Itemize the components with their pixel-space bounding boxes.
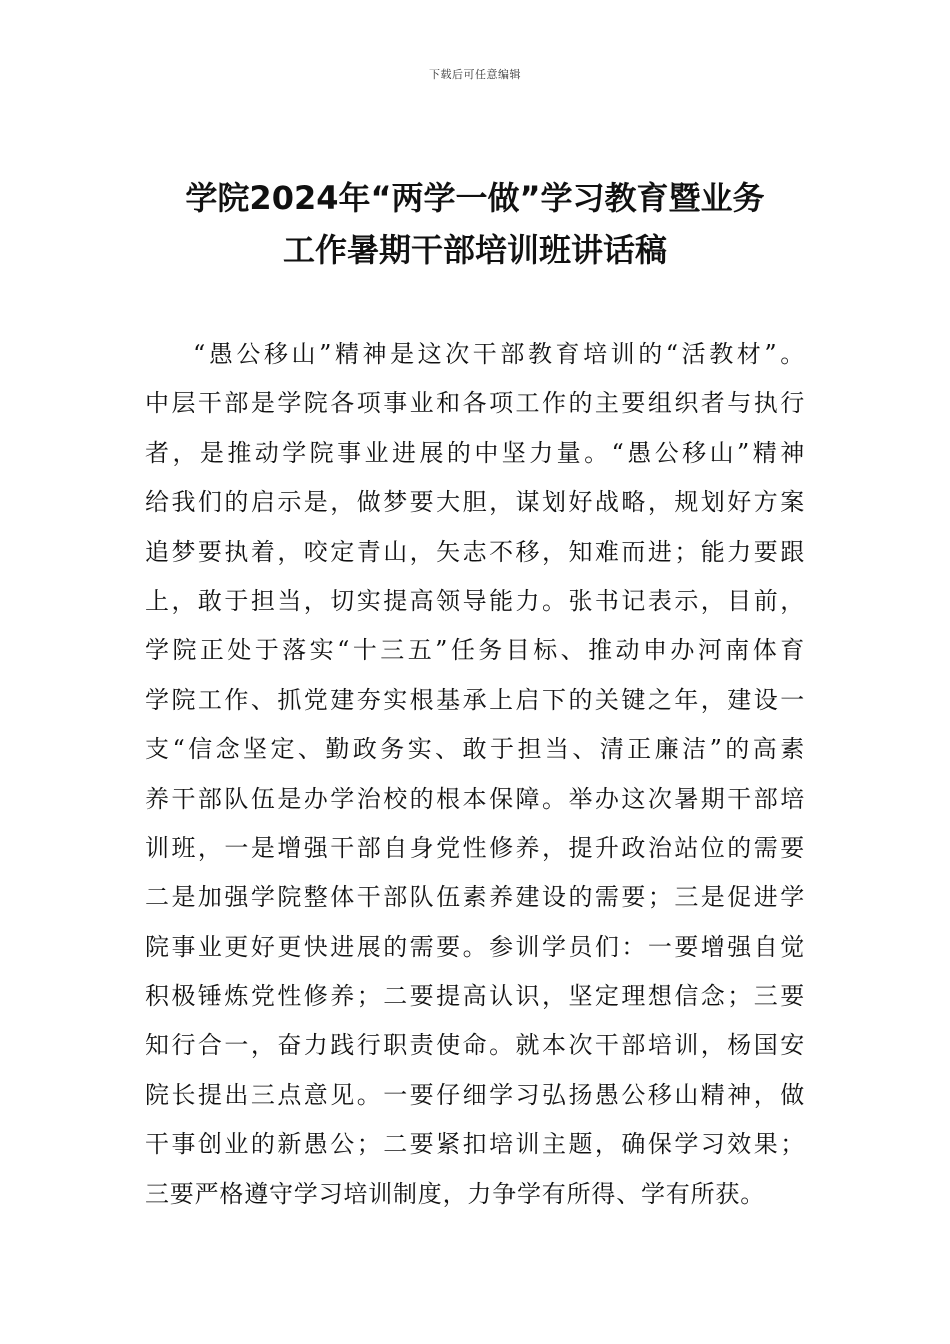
paragraph-line: “愚公移山”精神是这次干部教育培训的“活教材”。 [193,340,805,368]
title-line: 工作暑期干部培训班讲话稿 [282,231,667,269]
paragraph-line: 给我们的启示是，做梦要大胆，谋划好战略，规划好方案 [145,488,805,517]
paragraph-line: 支“信念坚定、勤政务实、敢于担当、清正廉洁”的高素 [145,735,805,764]
paragraph-line: 训班，一是增强干部自身党性修养，提升政治站位的需要 [145,833,805,862]
paragraph-line: 二是加强学院整体干部队伍素养建设的需要；三是促进学 [145,883,805,912]
paragraph-line: 上，敢于担当，切实提高领导能力。张书记表示，目前， [145,586,805,615]
header-note: 下载后可任意编辑 [429,68,521,81]
paragraph-line: 学院工作、抓党建夯实根基承上启下的关键之年，建设一 [145,685,805,714]
paragraph-line: 追梦要执着，咬定青山，矢志不移，知难而进；能力要跟 [145,537,805,566]
paragraph-line: 者，是推动学院事业进展的中坚力量。“愚公移山”精神 [145,438,805,467]
body-paragraph [145,330,805,1219]
paragraph-line: 院长提出三点意见。一要仔细学习弘扬愚公移山精神，做 [145,1080,805,1109]
paragraph-line: 三要严格遵守学习培训制度，力争学有所得、学有所获。 [145,1179,765,1208]
paragraph-line: 中层干部是学院各项事业和各项工作的主要组织者与执行 [145,389,805,418]
paragraph-line: 干事创业的新愚公；二要紧扣培训主题，确保学习效果； [145,1130,805,1159]
document-title [140,172,810,276]
title-line: 学院2024年“两学一做”学习教育暨业务 [185,179,765,217]
paragraph-line: 积极锤炼党性修养；二要提高认识，坚定理想信念；三要 [145,982,805,1011]
paragraph-line: 养干部队伍是办学治校的根本保障。举办这次暑期干部培 [145,784,805,813]
paragraph-line: 知行合一，奋力践行职责使命。就本次干部培训，杨国安 [145,1031,805,1060]
paragraph-line: 学院正处于落实“十三五”任务目标、推动申办河南体育 [145,636,805,665]
paragraph-line: 院事业更好更快进展的需要。参训学员们：一要增强自觉 [145,932,805,961]
